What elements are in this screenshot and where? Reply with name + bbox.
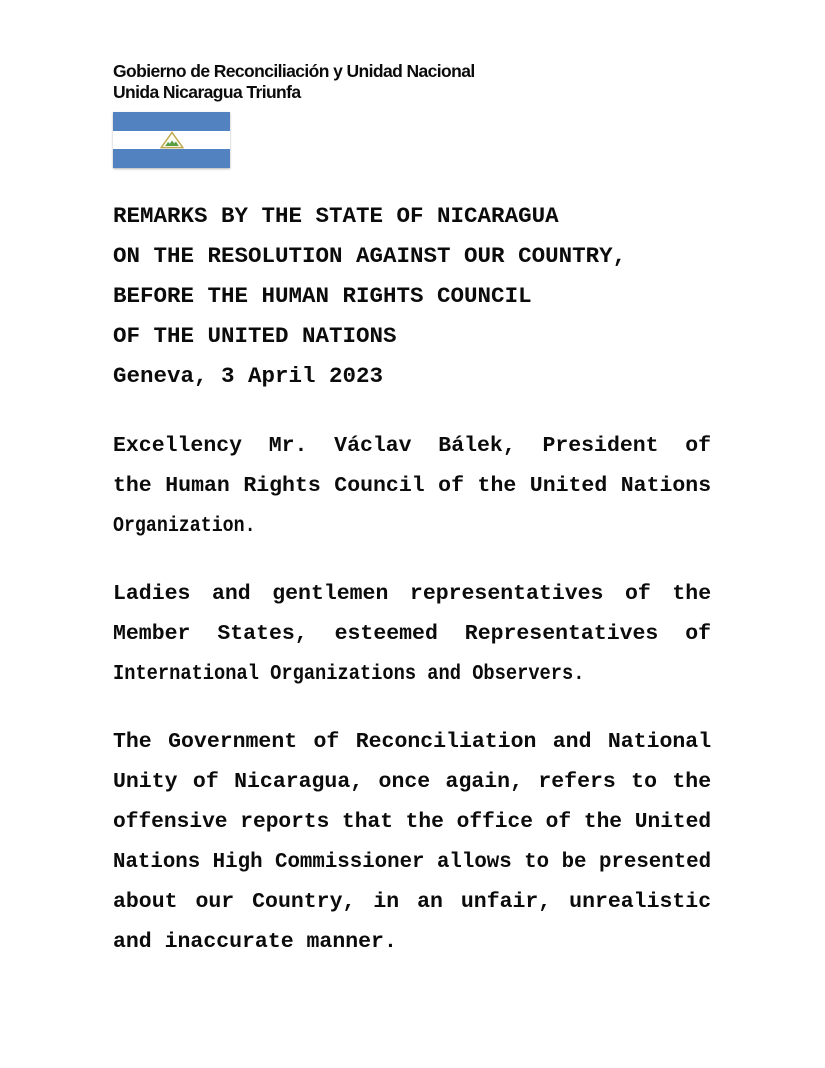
title-line: REMARKS BY THE STATE OF NICARAGUA xyxy=(113,203,559,229)
document-title xyxy=(113,196,711,396)
paragraph-greeting xyxy=(113,574,711,694)
flag-stripe-blue-bottom xyxy=(113,149,230,168)
paragraph-line: about our Country, in an unfair, unrealistic xyxy=(113,890,712,914)
paragraph-line: and inaccurate manner. xyxy=(113,930,397,954)
title-dateline: Geneva, 3 April 2023 xyxy=(113,363,384,389)
flag-stripe-blue-top xyxy=(113,112,230,131)
paragraph-line: International Organizations and Observers. xyxy=(113,662,585,686)
paragraph-line: Ladies and gentlemen representatives of the xyxy=(113,582,712,606)
title-line: BEFORE THE HUMAN RIGHTS COUNCIL xyxy=(113,283,532,309)
flag-coat-of-arms-icon xyxy=(160,131,184,149)
title-line: ON THE RESOLUTION AGAINST OUR COUNTRY, xyxy=(113,243,627,269)
paragraph-line: Member States, esteemed Representatives of xyxy=(113,622,712,646)
letterhead-line-1: Gobierno de Reconciliación y Unidad Nacional xyxy=(113,61,475,81)
paragraph-body xyxy=(113,722,711,962)
paragraph-line: The Government of Reconciliation and National xyxy=(113,730,712,754)
letterhead xyxy=(113,61,475,103)
paragraph-line: the Human Rights Council of the United Nations xyxy=(113,474,712,498)
paragraph-line: Organization. xyxy=(113,514,256,538)
paragraph-line: Unity of Nicaragua, once again, refers to the xyxy=(113,770,712,794)
nicaragua-flag xyxy=(113,112,230,168)
letterhead-line-2: Unida Nicaragua Triunfa xyxy=(113,82,301,102)
title-line: OF THE UNITED NATIONS xyxy=(113,323,397,349)
paragraph-line: offensive reports that the office of the United xyxy=(113,810,712,834)
paragraph-salutation xyxy=(113,426,711,546)
paragraph-line: Nations High Commissioner allows to be presented xyxy=(113,850,712,874)
paragraph-line: Excellency Mr. Václav Bálek, President of xyxy=(113,434,712,458)
